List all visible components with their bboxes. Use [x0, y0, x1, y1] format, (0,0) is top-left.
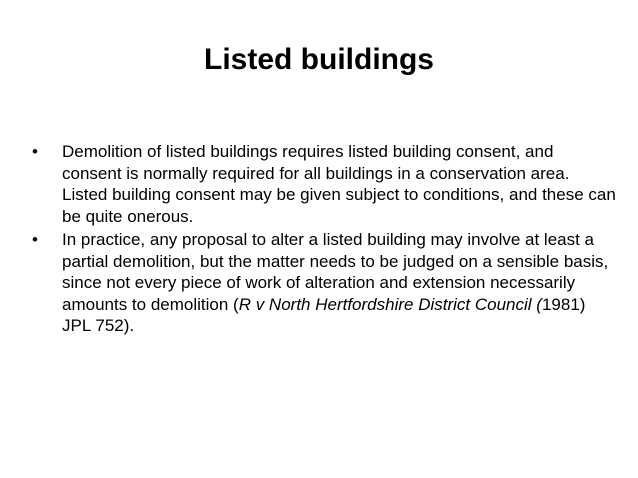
- bullet-text-segment: 1981) JPL 752).: [62, 294, 586, 335]
- bullet-text: Demolition of listed buildings requires listed building consent, and consent is normally required for all buildings in a conservation area. Listed building consent may be given subject to conditions, and these can be quite onerous.: [62, 142, 616, 226]
- bullet-marker: •: [32, 142, 38, 161]
- bullet-item-partial-demolition: [32, 229, 617, 337]
- bullet-text: [62, 230, 608, 335]
- bullet-item-demolition-consent: [32, 141, 617, 227]
- case-citation: R v North Hertfordshire District Council (: [238, 294, 542, 314]
- slide-title: Listed buildings: [204, 43, 434, 76]
- bullet-list: [32, 141, 617, 339]
- bullet-marker: •: [32, 230, 38, 249]
- bullet-text-segment: In practice, any proposal to alter a listed building may involve at least a partial demolition, but the matter needs to be judged on a sensible basis, since not every piece of work of alteration and extension necessarily amounts to demolition (: [62, 230, 609, 314]
